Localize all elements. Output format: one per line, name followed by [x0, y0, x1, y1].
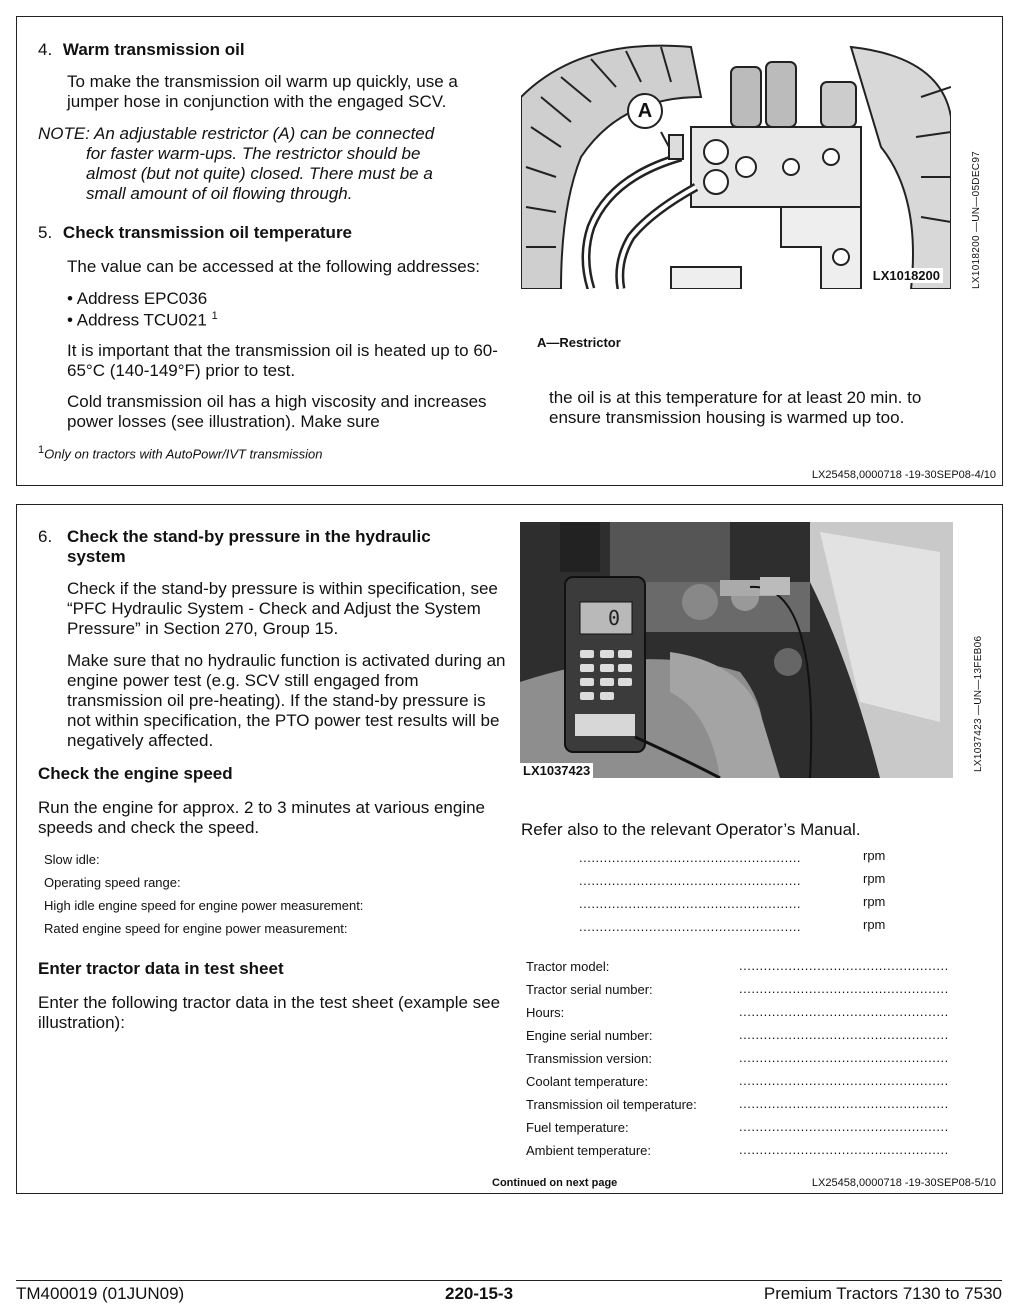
footnote-mark: 1 — [38, 444, 45, 456]
speed-unit: rpm — [863, 894, 886, 909]
tractor-data-body: Enter the following tractor data in the test sheet (example see illustration): — [38, 993, 501, 1032]
photo-side-code: LX1037423 —UN—13FEB06 — [973, 635, 984, 772]
field-entry-line[interactable]: ................................................... — [739, 1004, 949, 1019]
field-entry-line[interactable]: ................................................... — [739, 1027, 949, 1042]
field-label: Ambient temperature: — [526, 1143, 652, 1158]
restrictor-illustration — [521, 37, 951, 289]
meter-display: 0 — [608, 606, 621, 630]
section-engine-test — [16, 504, 1003, 1194]
step-title: Warm transmission oil — [62, 40, 245, 59]
bullet-text: • Address TCU021 — [67, 310, 207, 330]
step6-body-2: Make sure that no hydraulic function is activated during an engine power test (e.g. SCV still engaged from transmission oil pre-heating). If the stand-by pressure is not within specification, the PTO power test results will be negatively affected. — [67, 651, 506, 750]
field-entry-line[interactable]: ................................................... — [739, 1073, 949, 1088]
engine-speed-heading: Check the engine speed — [38, 764, 233, 783]
pressure-meter-photo — [520, 522, 953, 778]
step-title: Check transmission oil temperature — [62, 223, 353, 242]
note-line-3: almost (but not quite) closed. There must be a — [86, 164, 433, 183]
field-label: Transmission oil temperature: — [526, 1097, 697, 1112]
step4-body: To make the transmission oil warm up quickly, use a jumper hose in conjunction with the engaged SCV. — [67, 72, 458, 111]
speed-label: High idle engine speed for engine power measurement: — [44, 898, 364, 913]
field-label: Hours: — [526, 1005, 565, 1020]
speed-entry-line[interactable]: ...................................................... — [579, 873, 802, 888]
step5-heading — [38, 223, 352, 243]
speed-unit: rpm — [863, 871, 886, 886]
field-entry-line[interactable]: ................................................... — [739, 981, 949, 996]
hydraulic-valve-drawing — [521, 37, 951, 289]
field-label: Tractor model: — [526, 959, 610, 974]
field-entry-line[interactable]: ................................................... — [739, 1119, 949, 1134]
footnote — [38, 443, 323, 462]
viscosity-paragraph: Cold transmission oil has a high viscosity and increases power losses (see illustration). Make sure — [67, 392, 487, 431]
field-entry-line[interactable]: ................................................... — [739, 1096, 949, 1111]
field-label: Fuel temperature: — [526, 1120, 629, 1135]
bullet-epc036: • Address EPC036 — [67, 289, 208, 308]
field-label: Tractor serial number: — [526, 982, 653, 997]
speed-entry-line[interactable]: ...................................................... — [579, 919, 802, 934]
footnote-ref: 1 — [211, 310, 218, 322]
step4-heading — [38, 40, 245, 60]
footer-left: TM400019 (01JUN09) — [16, 1284, 185, 1303]
step5-body: The value can be accessed at the following addresses: — [67, 257, 480, 276]
speed-label: Rated engine speed for engine power measurement: — [44, 921, 348, 936]
step6-body-1: Check if the stand-by pressure is within specification, see “PFC Hydraulic System - Check and Adjust the System Pressure” in Section 270, Group 15. — [67, 579, 498, 638]
step-number: 5. — [38, 223, 53, 242]
note-line-2: for faster warm-ups. The restrictor should be — [86, 144, 421, 163]
note-line-4: small amount of oil flowing through. — [86, 184, 353, 203]
step-number: 4. — [38, 40, 53, 59]
hydraulic-meter-drawing — [520, 522, 953, 778]
footer-rule — [16, 1280, 1002, 1281]
field-entry-line[interactable]: ................................................... — [739, 1142, 949, 1157]
step6-number: 6. — [38, 527, 53, 546]
bullet-tcu021 — [67, 309, 218, 331]
footnote-text: Only on tractors with AutoPowr/IVT transmission — [44, 446, 323, 462]
footer-right: Premium Tractors 7130 to 7530 — [763, 1284, 1002, 1303]
operator-manual-ref: Refer also to the relevant Operator’s Manual. — [521, 820, 861, 839]
field-label: Engine serial number: — [526, 1028, 653, 1043]
speed-label: Operating speed range: — [44, 875, 181, 890]
engine-speed-body: Run the engine for approx. 2 to 3 minutes at various engine speeds and check the speed. — [38, 798, 486, 837]
reference-code: LX25458,0000718 -19-30SEP08-4/10 — [811, 469, 996, 481]
image-label: LX1018200 — [870, 268, 943, 283]
field-entry-line[interactable]: ................................................... — [739, 1050, 949, 1065]
speed-label: Slow idle: — [44, 852, 100, 867]
image-side-code: LX1018200 —UN—05DEC97 — [971, 150, 982, 289]
step6-title: Check the stand-by pressure in the hydraulic system — [67, 527, 431, 566]
footer-page-number: 220-15-3 — [445, 1284, 514, 1303]
callout-a: A — [627, 93, 663, 129]
field-label: Coolant temperature: — [526, 1074, 649, 1089]
section-warm-transmission — [16, 16, 1003, 486]
field-label: Transmission version: — [526, 1051, 652, 1066]
photo-label: LX1037423 — [520, 763, 593, 778]
speed-entry-line[interactable]: ...................................................... — [579, 850, 802, 865]
continued-note: Continued on next page — [492, 1177, 618, 1189]
continuation-text: the oil is at this temperature for at least 20 min. to ensure transmission housing is warmed up too. — [549, 388, 922, 427]
speed-unit: rpm — [863, 917, 886, 932]
caption-restrictor: A—Restrictor — [537, 335, 621, 350]
speed-unit: rpm — [863, 848, 886, 863]
field-entry-line[interactable]: ................................................... — [739, 958, 949, 973]
speed-entry-line[interactable]: ...................................................... — [579, 896, 802, 911]
tractor-data-heading: Enter tractor data in test sheet — [38, 959, 284, 978]
note-line-1: NOTE: An adjustable restrictor (A) can be connected — [38, 124, 435, 143]
heating-paragraph: It is important that the transmission oil is heated up to 60-65°C (140-149°F) prior to test. — [67, 341, 498, 380]
reference-code: LX25458,0000718 -19-30SEP08-5/10 — [811, 1177, 996, 1189]
